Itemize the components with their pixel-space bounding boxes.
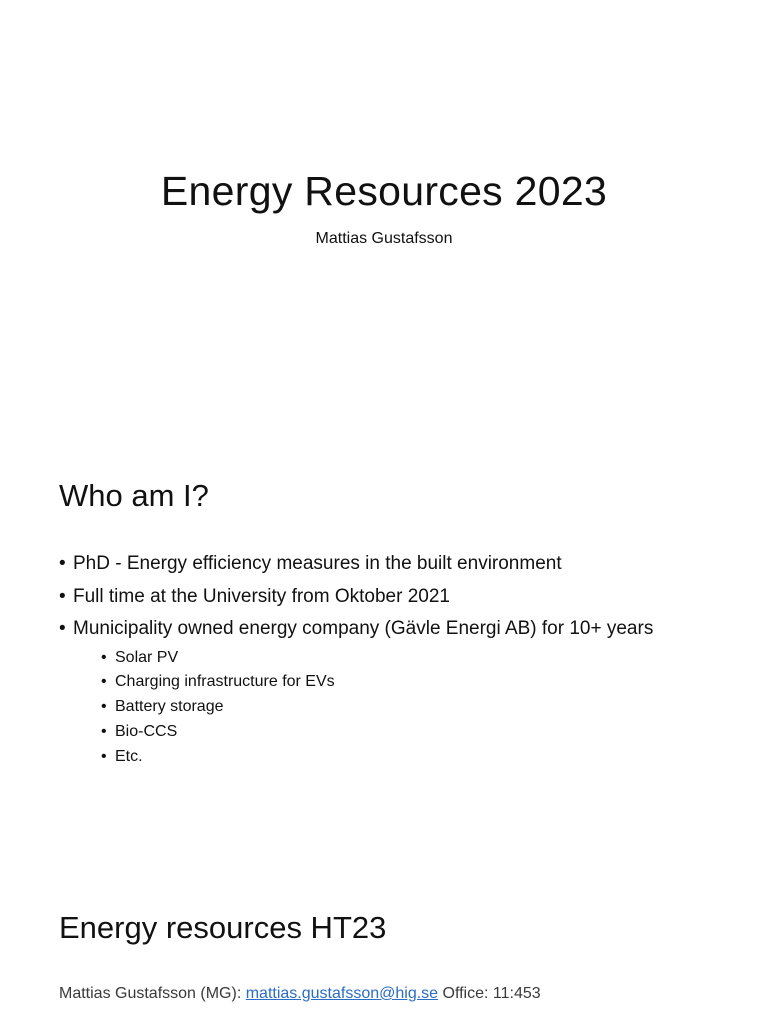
who-am-i-slide bbox=[0, 430, 768, 830]
office-text: Office: 11:453 bbox=[438, 985, 541, 1002]
sub-bullet-charging: • Charging infrastructure for EVs bbox=[101, 670, 653, 695]
sub-bullet-list bbox=[101, 646, 653, 770]
who-am-i-heading: Who am I? bbox=[59, 478, 209, 513]
bullet-phd: • PhD - Energy efficiency measures in the built environment bbox=[59, 548, 653, 581]
title-slide bbox=[0, 0, 768, 430]
sub-bullet-bioccs: • Bio-CCS bbox=[101, 720, 653, 745]
bullet-full-time: • Full time at the University from Oktober 2021 bbox=[59, 581, 653, 614]
email-link[interactable]: mattias.gustafsson@hig.se bbox=[245, 985, 439, 1002]
contact-prefix: Mattias Gustafsson (MG): bbox=[59, 985, 246, 1002]
slide-title: Energy Resources 2023 bbox=[160, 168, 608, 214]
sub-bullet-etc: • Etc. bbox=[101, 745, 653, 770]
energy-resources-slide bbox=[0, 830, 768, 1024]
slide-author: Mattias Gustafsson bbox=[315, 230, 453, 247]
bullet-municipality bbox=[59, 613, 653, 769]
who-bullet-list bbox=[59, 548, 653, 769]
sub-bullet-battery: • Battery storage bbox=[101, 695, 653, 720]
contact-line bbox=[59, 984, 541, 1004]
sub-bullet-solar: • Solar PV bbox=[101, 646, 653, 671]
bullet-municipality-text: Municipality owned energy company (Gävle Energi AB) for 10+ years bbox=[73, 618, 654, 639]
energy-resources-heading: Energy resources HT23 bbox=[59, 910, 387, 945]
